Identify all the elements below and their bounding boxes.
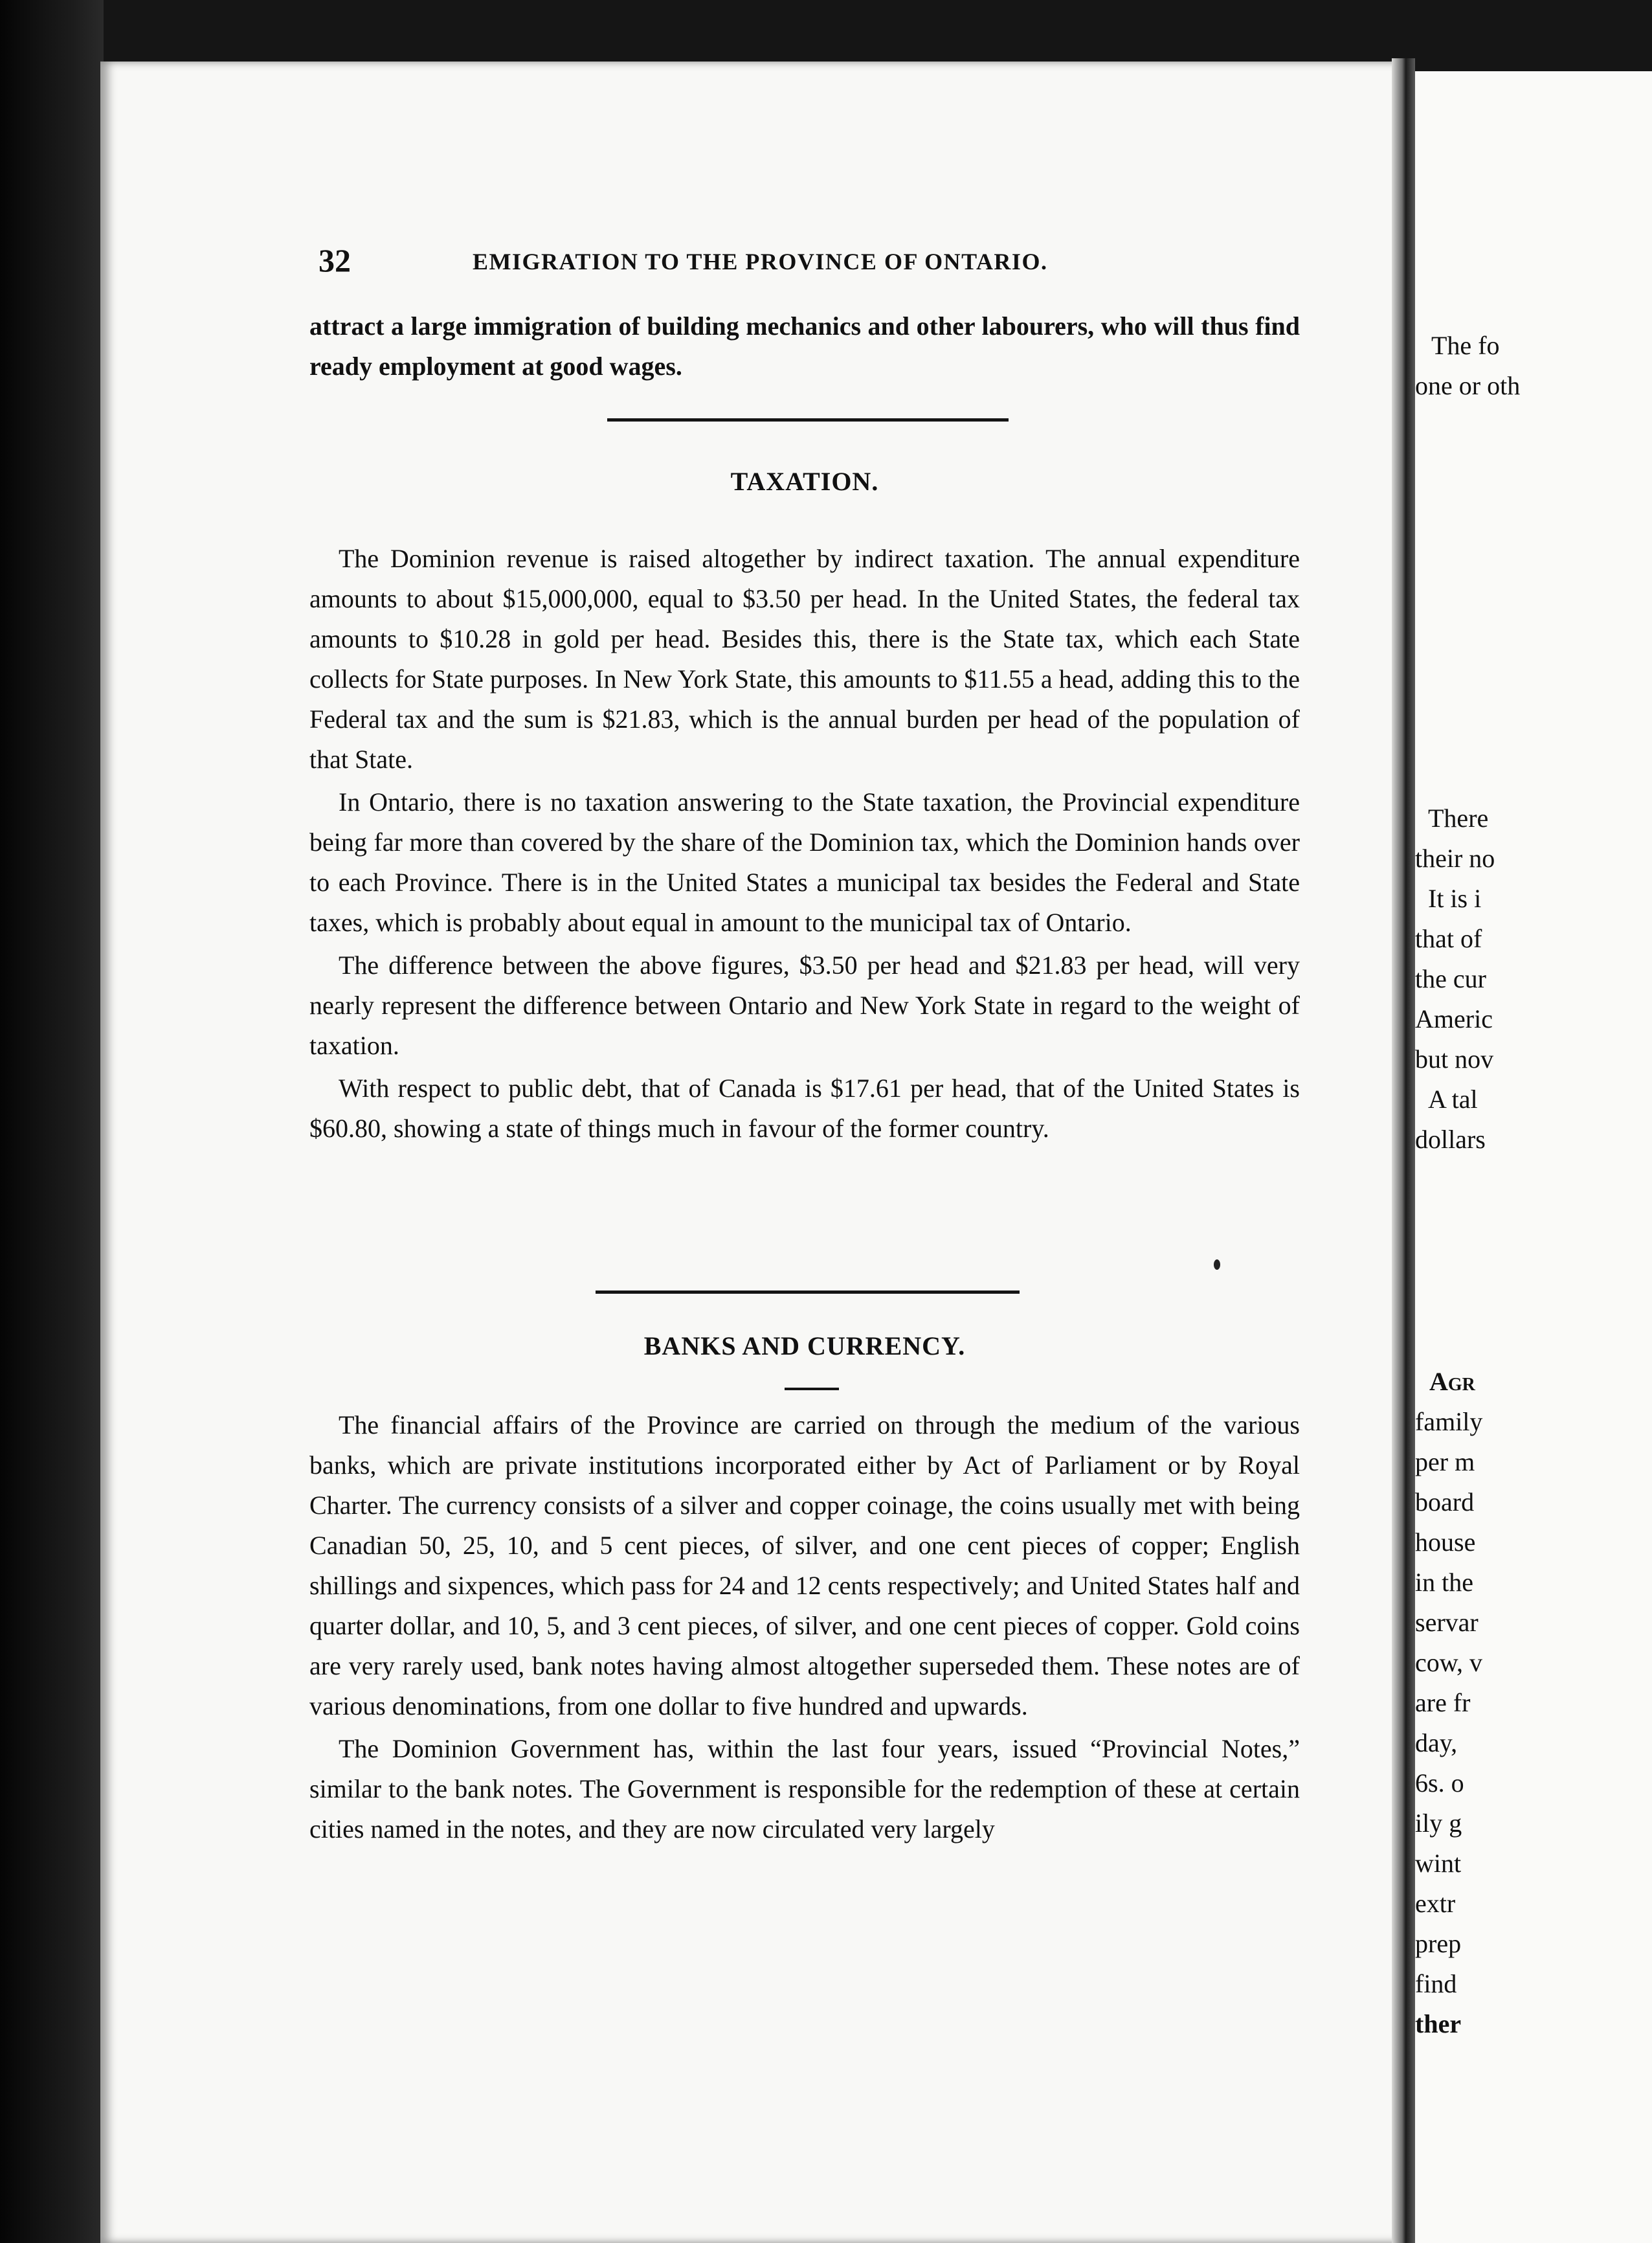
right-page-line: family: [1415, 1407, 1483, 1436]
right-page-line: house: [1415, 1527, 1476, 1557]
running-title: EMIGRATION TO THE PROVINCE OF ONTARIO.: [473, 249, 1048, 275]
right-page-line: A tal: [1428, 1085, 1478, 1114]
right-page-line: cow, v: [1415, 1648, 1483, 1677]
right-page-line: day,: [1415, 1728, 1458, 1757]
taxation-paragraph-1: The Dominion revenue is raised altogether by indirect taxation. The annual expenditure amounts to about $15,000,000, equal to $3.50 per head. In the United States, the federal tax amounts to $10.28 in gold per head. Besides this, there is the State tax, which each State collects for State purposes. In New York State, this amounts to $11.55 a head, adding this to the Federal tax and the sum is $21.83, which is the annual burden per head of the population of that State.: [309, 544, 1300, 774]
taxation-section: [309, 539, 1300, 1149]
taxation-paragraph-4: With respect to public debt, that of Canada is $17.61 per head, that of the United States is $60.80, showing a state of things much in favour of the former country.: [309, 1074, 1300, 1143]
right-page-line: The fo: [1431, 331, 1500, 360]
right-page-line: prep: [1415, 1929, 1462, 1958]
banks-paragraph-2: The Dominion Government has, within the last four years, issued “Provincial Notes,” similar to the bank notes. The Government is responsible for the redemption of these at certain cities named in the notes, and they are now circulated very largely: [309, 1734, 1300, 1843]
short-rule: [785, 1388, 839, 1390]
right-page-line: board: [1415, 1487, 1475, 1516]
taxation-heading: TAXATION.: [730, 467, 879, 496]
right-page-line: Americ: [1415, 1004, 1493, 1033]
taxation-paragraph-3: The difference between the above figures, $3.50 per head and $21.83 per head, will very nearly represent the difference between Ontario and New York State in regard to the weight of taxation.: [309, 951, 1300, 1060]
right-page-line: one or oth: [1415, 371, 1521, 400]
right-page-line: wint: [1415, 1849, 1462, 1878]
right-page-line: servar: [1415, 1608, 1479, 1637]
right-page-line: Agr: [1429, 1367, 1475, 1396]
right-page-line: are fr: [1415, 1688, 1471, 1717]
banks-heading: BANKS AND CURRENCY.: [643, 1331, 966, 1360]
intro-paragraph: attract a large immigration of building mechanics and other labourers, who will thus find ready employment at good wages.: [309, 311, 1300, 381]
right-page-line: their no: [1415, 844, 1495, 873]
right-page-line: dollars: [1415, 1125, 1486, 1154]
book-gutter: [1392, 58, 1415, 2243]
right-page-line: the cur: [1415, 964, 1486, 993]
page-number: 32: [318, 242, 351, 278]
running-head: [318, 242, 1283, 287]
right-page-line: ily g: [1415, 1809, 1462, 1838]
right-page-line: extr: [1415, 1889, 1456, 1918]
right-page-line: It is i: [1428, 884, 1482, 913]
banks-paragraph-1: The financial affairs of the Province are carried on through the medium of the various banks, which are private institutions incorporated either by Act of Parliament or by Royal Charter. The currency consists of a silver and copper coinage, the coins usually met with being Canadian 50, 25, 10, and 5 cent pieces, of silver, and one cent pieces of copper; English shillings and sixpences, which pass for 24 and 12 cents respectively; and United States half and quarter dollar, and 10, 5, and 3 cent pieces, of silver, and one cent pieces of copper. Gold coins are very rarely used, bank notes having almost altogether superseded them. These notes are of various denominations, from one dollar to five hundred and upwards.: [309, 1410, 1300, 1720]
right-page-line: in the: [1415, 1568, 1473, 1597]
right-page: [1415, 71, 1652, 2243]
right-page-line: There: [1428, 804, 1489, 833]
right-page-line: per m: [1415, 1447, 1475, 1476]
right-page-line: find: [1415, 1969, 1457, 1998]
ink-speck: [1214, 1259, 1220, 1270]
banks-section: [309, 1405, 1300, 1849]
intro-paragraph-block: [309, 306, 1300, 387]
scan-border: [0, 0, 104, 2243]
right-page-line: 6s. o: [1415, 1768, 1464, 1798]
right-page-line: ther: [1415, 2009, 1462, 2038]
section-divider-rule: [607, 418, 1009, 422]
taxation-paragraph-2: In Ontario, there is no taxation answering to the State taxation, the Provincial expenditure being far more than covered by the share of the Dominion tax, which the Dominion hands over to each Province. There is in the United States a municipal tax besides the Federal and State taxes, which is probably about equal in amount to the municipal tax of Ontario.: [309, 787, 1300, 937]
section-divider-rule: [596, 1291, 1020, 1294]
left-page: [100, 62, 1408, 2243]
right-page-line: that of: [1415, 924, 1482, 953]
right-page-line: but nov: [1415, 1044, 1494, 1074]
